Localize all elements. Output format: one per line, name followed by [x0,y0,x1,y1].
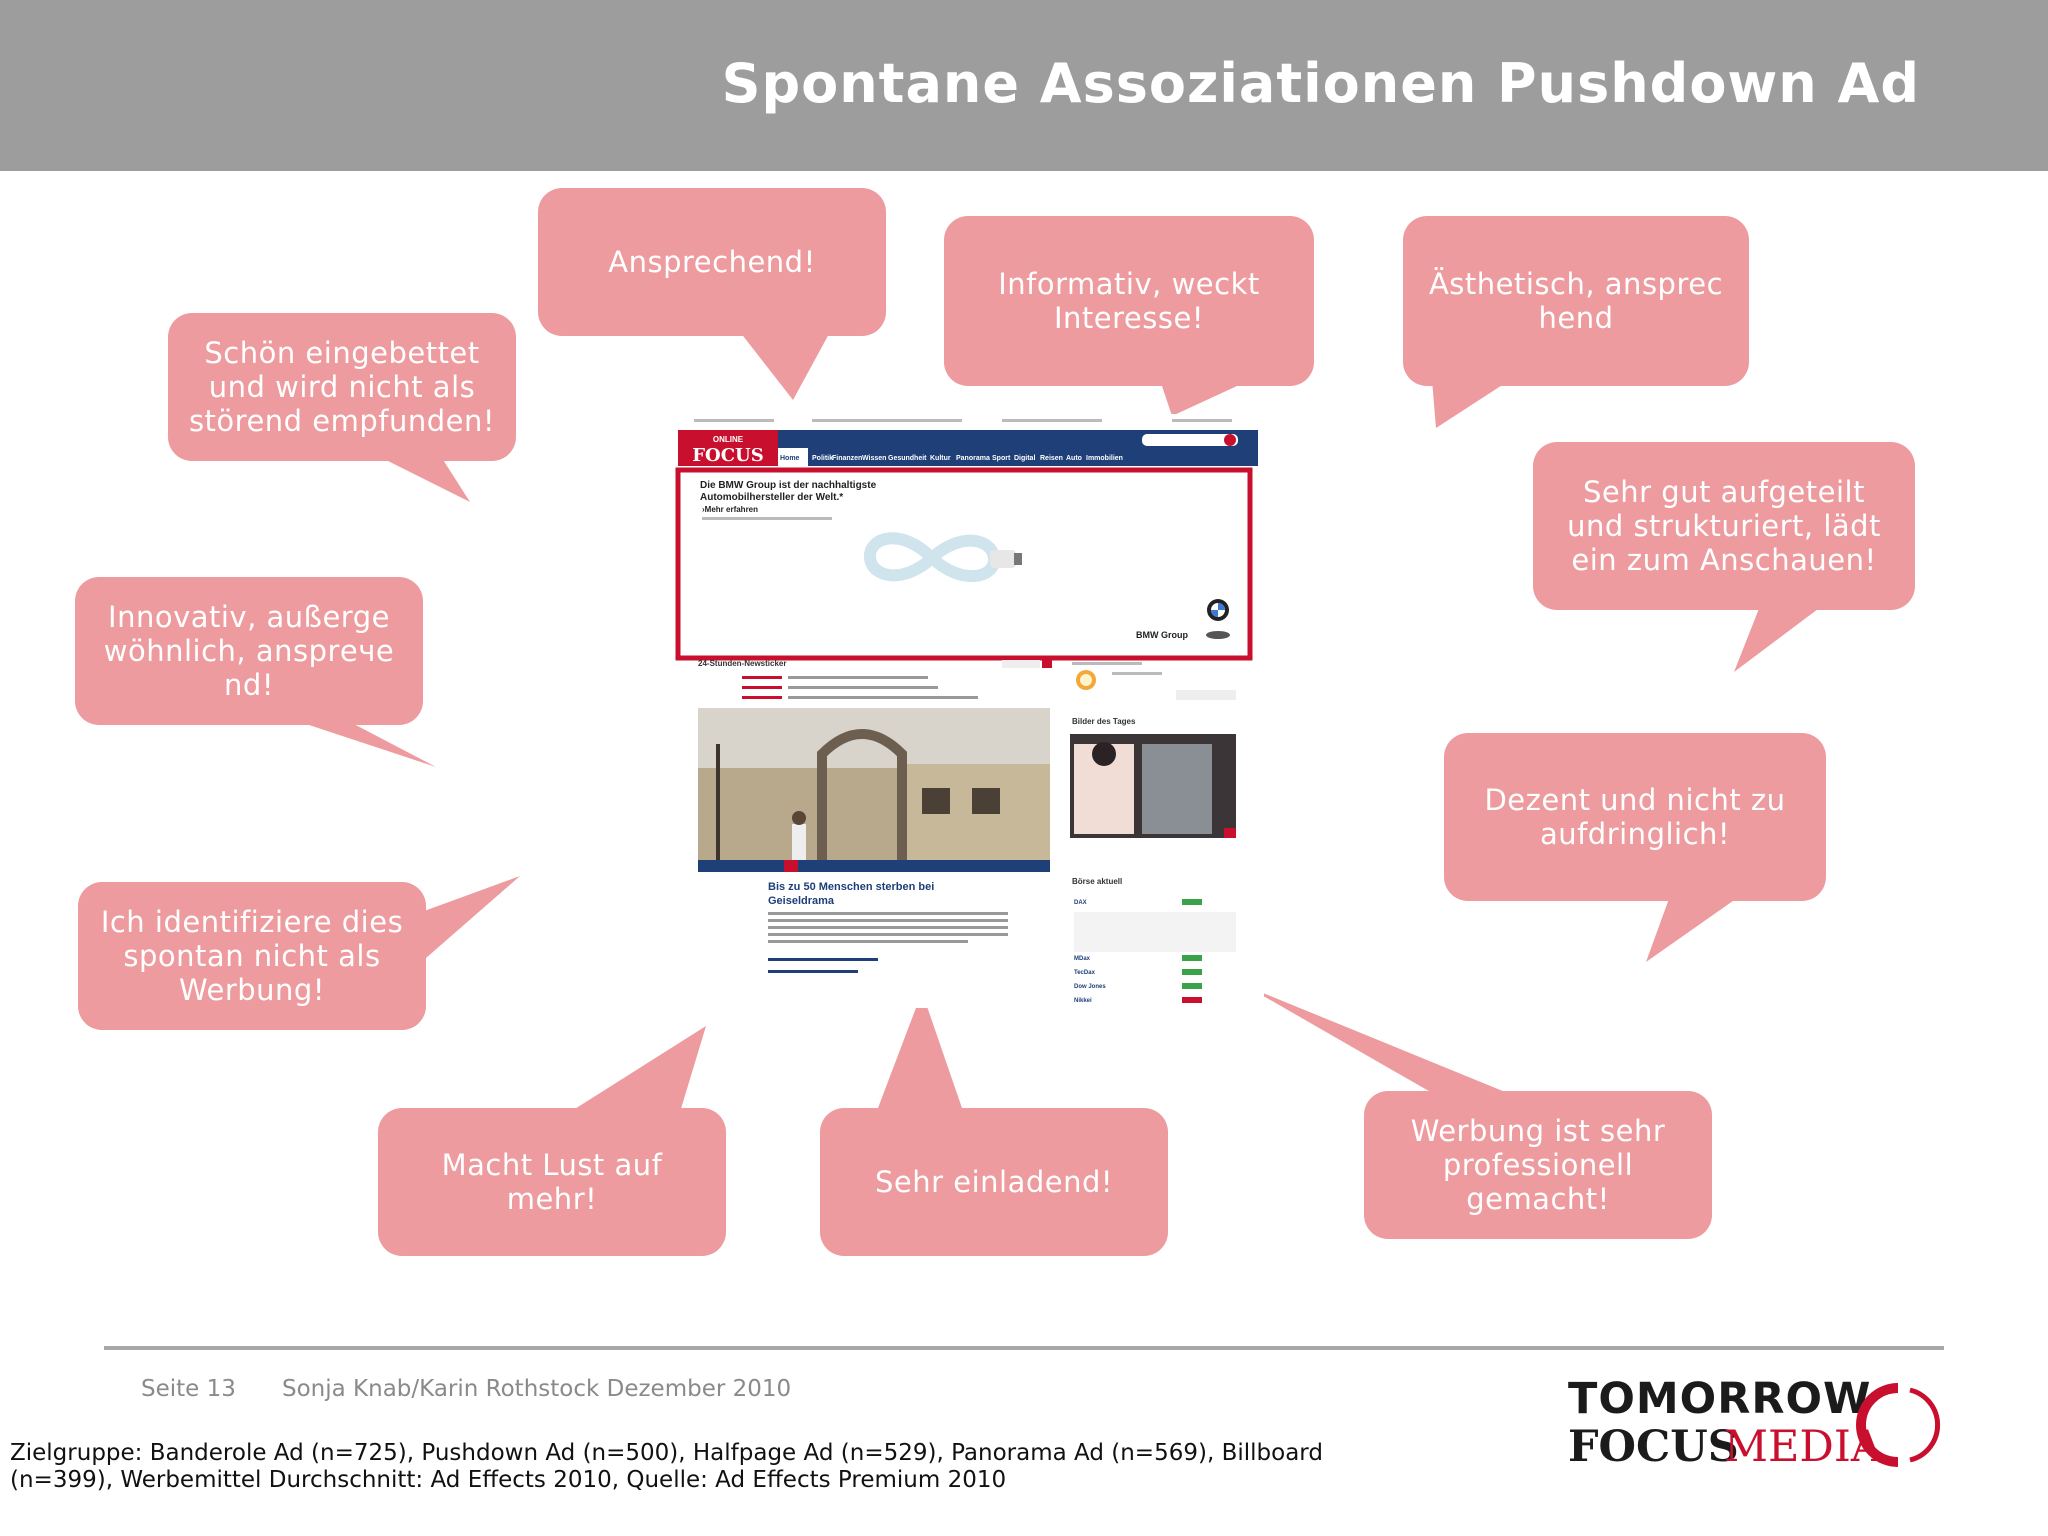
bubble-schoen-eingebettet: Schön eingebettet und wird nicht als störend empfunden! [168,313,516,461]
logo-line1: TOMORROW [1568,1374,1872,1424]
tail-innovativ [300,722,436,767]
tail-aesthetisch [1432,380,1510,428]
nav-politik: Politik [812,455,834,462]
headline-1: Bis zu 50 Menschen sterben bei [768,881,935,893]
nav-immobilien: Immobilien [1086,455,1123,462]
nav-home: Home [780,455,800,462]
bubble-identifiziere: Ich identifiziere dies spontan nicht als Werbung! [78,882,426,1030]
nav-finanzen: Finanzen [832,455,863,462]
nav-panorama: Panorama [956,455,990,462]
website-screenshot [672,414,1264,1008]
headline-2: Geiseldrama [768,895,835,907]
bubble-informativ: Informativ, weckt Interesse! [944,216,1314,386]
page-number: Seite 13 [141,1376,236,1402]
tail-dezent [1646,896,1740,962]
tail-werbung [1246,986,1510,1094]
ad-link: ›Mehr erfahren [702,505,759,514]
tail-ansprechend [740,332,830,400]
bubble-macht-lust: Macht Lust auf mehr! [378,1108,726,1256]
bubble-dezent: Dezent und nicht zu aufdringlich! [1444,733,1826,901]
ad-brand: BMW Group [1136,630,1188,640]
stock-nikkei: Nikkei [1074,998,1092,1004]
stock-dax: DAX [1074,900,1087,906]
tomorrow-focus-media-logo [1566,1374,1946,1484]
logo-ring-icon [1856,1380,1946,1470]
stocks-title: Börse aktuell [1072,877,1123,886]
logo-line2-focus: FOCUS [1568,1422,1739,1472]
stock-tecdax: TecDax [1074,970,1095,976]
logo-line2-media: MEDIA [1724,1422,1882,1472]
nav-digital: Digital [1014,455,1036,462]
bubble-ansprechend: Ansprechend! [538,188,886,336]
focus-logo: FOCUS [692,445,764,466]
bubble-aesthetisch: Ästhetisch, ansprec hend [1403,216,1749,386]
nav-wissen: Wissen [862,455,887,462]
tail-schoen [376,455,470,502]
bubble-sehr-einladend: Sehr einladend! [820,1108,1168,1256]
stock-dowjones: Dow Jones [1074,984,1106,990]
footer-author: Sonja Knab/Karin Rothstock Dezember 2010 [282,1376,792,1402]
footer-rule [104,1346,1944,1350]
footnote: Zielgruppe: Banderole Ad (n=725), Pushdown Ad (n=500), Halfpage Ad (n=529), Panorama Ad (n=569), Billboard (n=399), Werbemittel Durchschnitt: Ad Effects 2010, Quelle: Ad Effects Premium 2010 [10,1440,1323,1493]
slide-title: Spontane Assoziationen Pushdown Ad [721,52,1920,115]
bubble-werbung-professionell: Werbung ist sehr professionell gemacht! [1364,1091,1712,1239]
tail-macht-lust [570,1026,706,1112]
nav-reisen: Reisen [1040,455,1063,462]
focus-logo-small: ONLINE [712,435,744,444]
tail-sehr-gut [1734,606,1822,672]
news-ticker-title: 24-Stunden-Newsticker [698,659,787,668]
ad-headline-1: Die BMW Group ist der nachhaltigste [700,480,877,491]
images-of-day-title: Bilder des Tages [1072,717,1136,726]
nav-gesundheit: Gesundheit [888,455,927,462]
bubble-sehr-gut-aufgeteilt: Sehr gut aufgeteilt und strukturiert, lädt ein zum Anschauen! [1533,442,1915,610]
nav-sport: Sport [992,455,1011,462]
bubble-innovativ: Innovativ, außerge wöhnlich, ansprече nd! [75,577,423,725]
nav-kultur: Kultur [930,455,951,462]
nav-auto: Auto [1066,455,1082,462]
tail-einladend [878,992,962,1108]
ad-headline-2: Automobilhersteller der Welt.* [700,492,844,503]
stock-mdax: MDax [1074,956,1091,962]
screenshot-drawing [672,414,1264,1008]
tail-identifiziere [416,876,520,958]
